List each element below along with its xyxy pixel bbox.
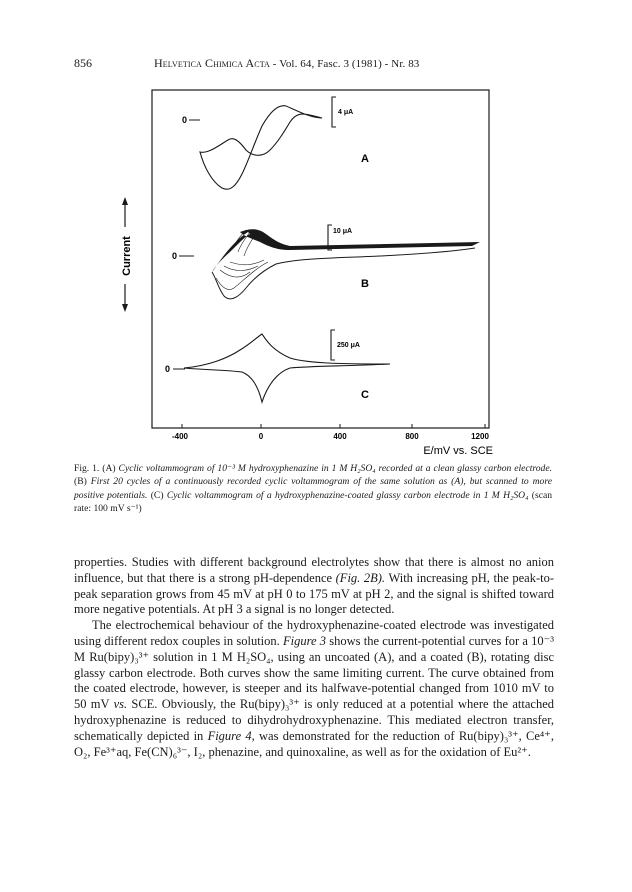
figure-reference: (Fig. 2B).	[335, 570, 386, 585]
figure-reference: Figure 4,	[207, 728, 255, 743]
panel-a	[182, 97, 369, 189]
caption-c-marker: (C)	[150, 489, 164, 501]
caption-a-marker: (A)	[102, 463, 116, 474]
x-tick-label: 0	[258, 432, 264, 441]
panel-a-scale-bar	[332, 97, 336, 127]
panel-a-letter: A	[361, 153, 369, 165]
cyclic-voltammogram-figure	[100, 82, 500, 462]
caption-part-b: First 20 cycles of a continuously recorded cyclic voltammogram of the same solution as (A), but scanned to more positive potentials.	[74, 476, 552, 501]
caption-part-a: Cyclic voltammogram of 10⁻³ M hydroxyphenazine in 1 M H₂SO₄ recorded at a clean glassy carbon electrode.	[118, 463, 552, 474]
y-axis-label: Current	[121, 236, 133, 276]
volume-info: - Vol. 64, Fasc. 3 (1981) - Nr. 83	[272, 58, 420, 70]
paragraph-2	[74, 618, 554, 760]
panel-b-inner-cycles	[216, 260, 268, 290]
panel-c-letter: C	[361, 389, 369, 401]
paragraph-1	[74, 555, 554, 618]
panel-c-scale-bar	[331, 330, 335, 360]
panel-a-scale: 4 μA	[338, 109, 354, 116]
y-arrow-up-head	[122, 197, 128, 205]
paragraph-2-text: SCE. Obviously, the Ru(bipy)₃³⁺ is only reduced at a potential where the attached hydroxyphenazine is reduced to dihydrohydroxyphenazine. This mediated electron transfer, schematically depicted in	[74, 697, 554, 743]
panel-b-letter: B	[361, 278, 369, 290]
journal-name: Helvetica Chimica Acta	[154, 56, 270, 70]
panel-c-zero: 0	[165, 364, 171, 374]
figure-reference: Figure 3	[283, 633, 327, 648]
panel-c-scale: 250 μA	[337, 342, 360, 349]
x-tick-label: -400	[171, 432, 189, 441]
x-tick-label: 400	[333, 432, 347, 441]
panel-c	[165, 330, 390, 402]
figure-1	[100, 82, 500, 467]
paragraph-2-text: was demonstrated for the reduction of Ru(bipy)₃³⁺, Ce⁴⁺, O₂, Fe³⁺aq, Fe(CN)₆³⁻, I₂, phenazine, and quinoxaline, as well as for the oxidation of Eu²⁺.	[74, 728, 555, 759]
caption-scan-rate: (scan rate: 100 mV s⁻¹)	[74, 489, 553, 515]
vs-abbreviation: vs.	[113, 697, 128, 712]
panel-b	[172, 225, 480, 299]
x-tick-label: 800	[405, 432, 419, 441]
page-number: 856	[74, 56, 92, 70]
body-text	[74, 555, 554, 760]
caption-b-marker: (B)	[74, 476, 87, 488]
panel-b-scale: 10 μA	[333, 228, 353, 235]
x-axis-label: E/mV vs. SCE	[423, 445, 493, 457]
caption-label: Fig. 1.	[74, 463, 100, 474]
caption-part-c: Cyclic voltammogram of a hydroxyphenazine-coated glassy carbon electrode in 1 M H₂SO₄	[166, 489, 529, 501]
panel-a-zero: 0	[182, 115, 188, 125]
paragraph-2-text: shows the current-potential curves for a 10⁻³ M Ru(bipy)₃³⁺ solution in 1 M H₂SO₄, using an uncoated (A), and a coated (B), rotating disc glassy carbon electrode. Both curves show the same limiting current. The curve obtained from the coated electrode, however, is steeper and its halfwave-potential changed from 1010 mV to 50 mV	[74, 633, 555, 712]
running-header	[154, 56, 419, 71]
figure-caption	[74, 462, 552, 516]
panel-a-curve	[200, 106, 322, 190]
panel-b-dense-cycles	[212, 229, 480, 272]
paragraph-2-text: The electrochemical behaviour of the hydroxyphenazine-coated electrode was investigated using different redox couples in solution.	[74, 618, 554, 648]
paragraph-1-text: properties. Studies with different background electrolytes show that there is almost no anion influence, but that there is a strong pH-dependence	[74, 555, 554, 585]
x-tick-label: 1200	[471, 432, 489, 441]
panel-b-zero: 0	[172, 251, 178, 261]
paragraph-1-text: With increasing pH, the peak-to-peak separation grows from 45 mV at pH 0 to 175 mV at pH 2, and the signal is shifted toward more negative potentials. At pH 3 a signal is no longer detected.	[74, 570, 554, 617]
y-arrow-down-head	[122, 304, 128, 312]
